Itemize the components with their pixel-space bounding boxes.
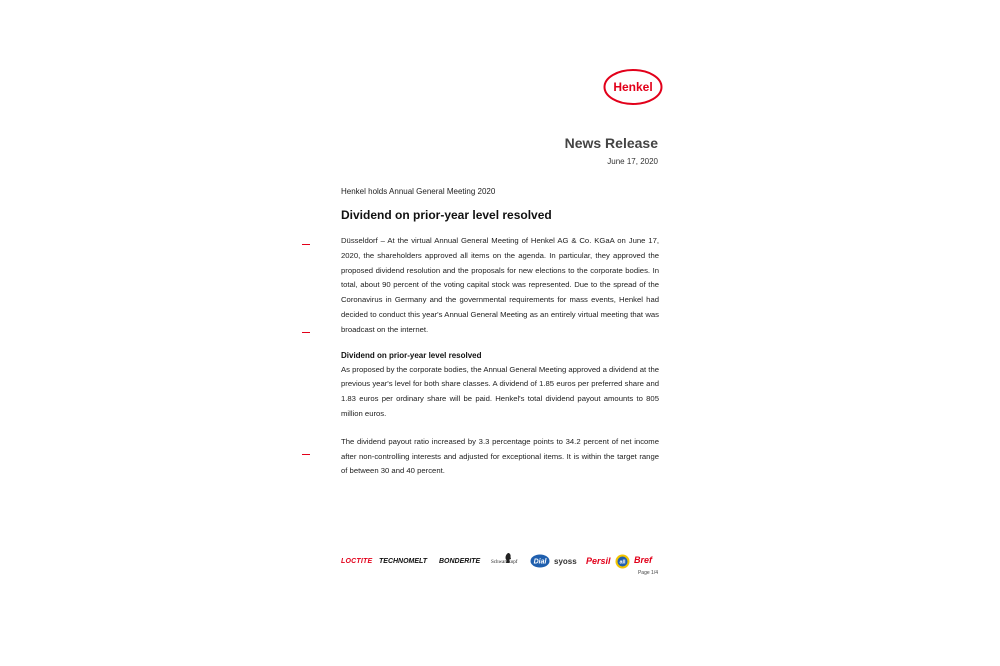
paragraph-intro: Düsseldorf – At the virtual Annual General Meeting of Henkel AG & Co. KGaA on June 17, 2020, the shareholders approved all items on the agenda. In particular, they approved the proposed dividend resolution and the proposals for new elections to the corporate bodies. In total, about 90 percent of the voting capital stock was represented. Due to the spread of the Coronavirus in Germany and the governmental requirements for mass events, Henkel had decided to conduct this year's Annual General Meeting as an entirely virtual meeting that was broadcast on the internet. — [341, 236, 659, 334]
all-logo — [615, 554, 630, 574]
logo-text: Henkel — [613, 80, 653, 94]
henkel-logo — [603, 68, 663, 106]
syoss-logo: syoss — [554, 557, 577, 566]
schwarzkopf-logo: Schwarzkopf — [491, 560, 518, 565]
article-headline: Dividend on prior-year level resolved — [341, 208, 552, 222]
persil-logo: Persil — [586, 556, 611, 566]
henkel-logo-icon — [603, 68, 663, 106]
schwarzkopf-silhouette-icon — [504, 550, 512, 568]
bonderite-logo: BONDERITE — [439, 558, 481, 565]
margin-mark — [302, 332, 310, 333]
dial-logo — [530, 554, 550, 573]
dial-text: Dial — [533, 558, 547, 566]
technomelt-logo: TECHNOMELT — [379, 558, 428, 565]
article-subtitle: Henkel holds Annual General Meeting 2020 — [341, 187, 496, 196]
margin-mark — [302, 454, 310, 455]
section-heading: Dividend on prior-year level resolved — [341, 350, 482, 360]
page-number: Page 1/4 — [637, 570, 658, 576]
news-release-title: News Release — [564, 135, 658, 151]
brand-logos-row — [341, 548, 661, 574]
all-text: all — [619, 559, 626, 566]
paragraph-dividend: As proposed by the corporate bodies, the Annual General Meeting approved a dividend at the previous year's level for both share classes. A dividend of 1.85 euros per preferred share and 1.83 euros per ordinary share will be paid. Henkel's total dividend payout amounts to 805 million euros. — [341, 364, 659, 418]
margin-mark — [302, 244, 310, 245]
paragraph-payout-ratio: The dividend payout ratio increased by 3.3 percentage points to 34.2 percent of net income after non-controlling interests and adjusted for exceptional items. It is within the target range of between 30 and 40 percent. — [341, 436, 659, 476]
loctite-logo: LOCTITE — [341, 558, 373, 565]
article-body — [341, 187, 659, 492]
bref-logo: Bref — [634, 555, 653, 565]
release-date: June 17, 2020 — [607, 157, 658, 166]
